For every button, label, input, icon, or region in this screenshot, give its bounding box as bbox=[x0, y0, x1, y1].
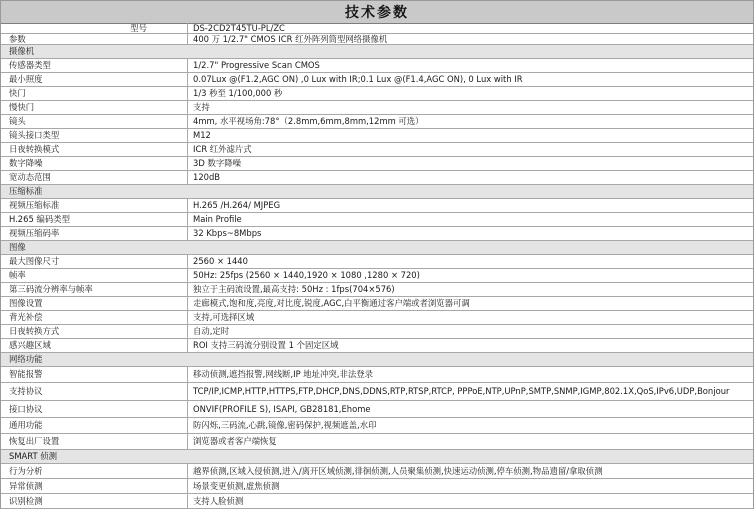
spec-value: 自动,定时 bbox=[193, 326, 230, 337]
spec-row bbox=[1, 199, 753, 213]
spec-value: 走廊模式,饱和度,亮度,对比度,锐度,AGC,白平衡通过客户端或者浏览器可调 bbox=[193, 298, 470, 309]
section-compression bbox=[1, 185, 753, 199]
spec-value: ONVIF(PROFILE S), ISAPI, GB28181,Ehome bbox=[193, 403, 371, 414]
spec-label: 行为分析 bbox=[1, 464, 188, 478]
spec-row bbox=[1, 171, 753, 185]
spec-value: 支持 bbox=[193, 102, 210, 113]
spec-row bbox=[1, 157, 753, 171]
header-row bbox=[1, 23, 753, 45]
spec-table bbox=[0, 23, 754, 509]
spec-label: 传感器类型 bbox=[1, 59, 188, 72]
spec-value: 支持人脸侦测 bbox=[193, 495, 244, 506]
spec-row bbox=[1, 479, 753, 494]
spec-row bbox=[1, 434, 753, 450]
header-value-cell bbox=[188, 23, 753, 44]
spec-row bbox=[1, 115, 753, 129]
spec-row bbox=[1, 325, 753, 339]
spec-label: 日夜转换模式 bbox=[1, 143, 188, 156]
spec-row bbox=[1, 73, 753, 87]
spec-value: 浏览器或者客户端恢复 bbox=[193, 436, 277, 447]
spec-row bbox=[1, 269, 753, 283]
model-label: 型号 bbox=[1, 23, 187, 34]
spec-value: 越界侦测,区域入侵侦测,进入/离开区域侦测,徘徊侦测,人员聚集侦测,快速运动侦测,停车侦测,物品遗留/拿取侦测 bbox=[193, 465, 603, 476]
spec-label: 图像设置 bbox=[1, 297, 188, 310]
spec-value: 场景变更侦测,虚焦侦测 bbox=[193, 480, 280, 491]
spec-value: 独立于主码流设置,最高支持: 50Hz : 1fps(704×576) bbox=[193, 284, 395, 295]
spec-label: 接口协议 bbox=[1, 401, 188, 417]
section-title: 图像 bbox=[9, 242, 26, 253]
spec-label: 背光补偿 bbox=[1, 311, 188, 324]
spec-label: 支持协议 bbox=[1, 383, 188, 400]
spec-value: 移动侦测,遮挡报警,网线断,IP 地址冲突,非法登录 bbox=[193, 369, 373, 380]
spec-row bbox=[1, 383, 753, 401]
spec-row bbox=[1, 255, 753, 269]
spec-row bbox=[1, 464, 753, 479]
spec-label: 慢快门 bbox=[1, 101, 188, 114]
model-value: DS-2CD2T45TU-PL/ZC bbox=[188, 23, 753, 34]
spec-row bbox=[1, 297, 753, 311]
spec-value: 0.07Lux @(F1.2,AGC ON) ,0 Lux with IR;0.1 Lux @(F1.4,AGC ON), 0 Lux with IR bbox=[193, 74, 523, 85]
spec-label: 第三码流分辨率与帧率 bbox=[1, 283, 188, 296]
spec-label: 快门 bbox=[1, 87, 188, 100]
spec-label: 感兴趣区域 bbox=[1, 339, 188, 352]
spec-label: 数字降噪 bbox=[1, 157, 188, 170]
spec-row bbox=[1, 418, 753, 434]
spec-value: M12 bbox=[193, 130, 211, 141]
section-image bbox=[1, 241, 753, 255]
spec-value: 2560 × 1440 bbox=[193, 256, 248, 267]
spec-row bbox=[1, 59, 753, 73]
section-title: 网络功能 bbox=[9, 354, 43, 365]
spec-value: 1/2.7" Progressive Scan CMOS bbox=[193, 60, 320, 71]
page-title: 技术参数 bbox=[0, 0, 754, 24]
spec-row bbox=[1, 87, 753, 101]
spec-row bbox=[1, 311, 753, 325]
section-title: 摄像机 bbox=[9, 46, 35, 57]
spec-value: 50Hz: 25fps (2560 × 1440,1920 × 1080 ,1280 × 720) bbox=[193, 270, 420, 281]
spec-row bbox=[1, 143, 753, 157]
spec-label: 镜头 bbox=[1, 115, 188, 128]
param-label: 参数 bbox=[9, 33, 26, 44]
spec-label: 最小照度 bbox=[1, 73, 188, 86]
spec-label: 日夜转换方式 bbox=[1, 325, 188, 338]
spec-row bbox=[1, 494, 753, 509]
section-title: SMART 侦测 bbox=[9, 451, 58, 462]
spec-row bbox=[1, 401, 753, 418]
section-camera bbox=[1, 45, 753, 59]
spec-label: 最大图像尺寸 bbox=[1, 255, 188, 268]
spec-value: ROI 支持三码流分别设置 1 个固定区域 bbox=[193, 340, 339, 351]
spec-row bbox=[1, 101, 753, 115]
section-title: 压缩标准 bbox=[9, 186, 43, 197]
spec-label: 镜头接口类型 bbox=[1, 129, 188, 142]
header-label-cell bbox=[1, 23, 188, 44]
spec-row bbox=[1, 283, 753, 297]
spec-label: 恢复出厂设置 bbox=[1, 434, 188, 449]
spec-label: 识别检测 bbox=[1, 494, 188, 508]
spec-value: 4mm, 水平视场角:78°（2.8mm,6mm,8mm,12mm 可选） bbox=[193, 116, 424, 127]
spec-value: 防闪烁,三码流,心跳,镜像,密码保护,视频遮盖,水印 bbox=[193, 420, 377, 431]
spec-value: H.265 /H.264/ MJPEG bbox=[193, 200, 281, 211]
spec-label: 帧率 bbox=[1, 269, 188, 282]
spec-row bbox=[1, 227, 753, 241]
spec-value: 1/3 秒至 1/100,000 秒 bbox=[193, 88, 283, 99]
spec-value: 支持,可选择区域 bbox=[193, 312, 255, 323]
spec-value: Main Profile bbox=[193, 214, 242, 225]
spec-row bbox=[1, 213, 753, 227]
spec-label: 通用功能 bbox=[1, 418, 188, 433]
spec-label: 宽动态范围 bbox=[1, 171, 188, 184]
param-value: 400 万 1/2.7" CMOS ICR 红外阵列筒型网络摄像机 bbox=[193, 33, 388, 44]
spec-value: 3D 数字降噪 bbox=[193, 158, 241, 169]
spec-row bbox=[1, 339, 753, 353]
spec-row bbox=[1, 367, 753, 383]
spec-label: 智能报警 bbox=[1, 367, 188, 382]
spec-label: H.265 编码类型 bbox=[1, 213, 188, 226]
spec-value: ICR 红外滤片式 bbox=[193, 144, 252, 155]
spec-value: 120dB bbox=[193, 172, 221, 183]
spec-value: 32 Kbps~8Mbps bbox=[193, 228, 262, 239]
spec-label: 视频压缩标准 bbox=[1, 199, 188, 212]
spec-row bbox=[1, 129, 753, 143]
section-smart-detection bbox=[1, 450, 753, 464]
section-network bbox=[1, 353, 753, 367]
spec-value: TCP/IP,ICMP,HTTP,HTTPS,FTP,DHCP,DNS,DDNS,RTP,RTSP,RTCP, PPPoE,NTP,UPnP,SMTP,SNMP,IGMP,802.1X,QoS,IPv6,UDP,Bonjour bbox=[193, 386, 730, 397]
spec-label: 异常侦测 bbox=[1, 479, 188, 493]
spec-label: 视频压缩码率 bbox=[1, 227, 188, 240]
